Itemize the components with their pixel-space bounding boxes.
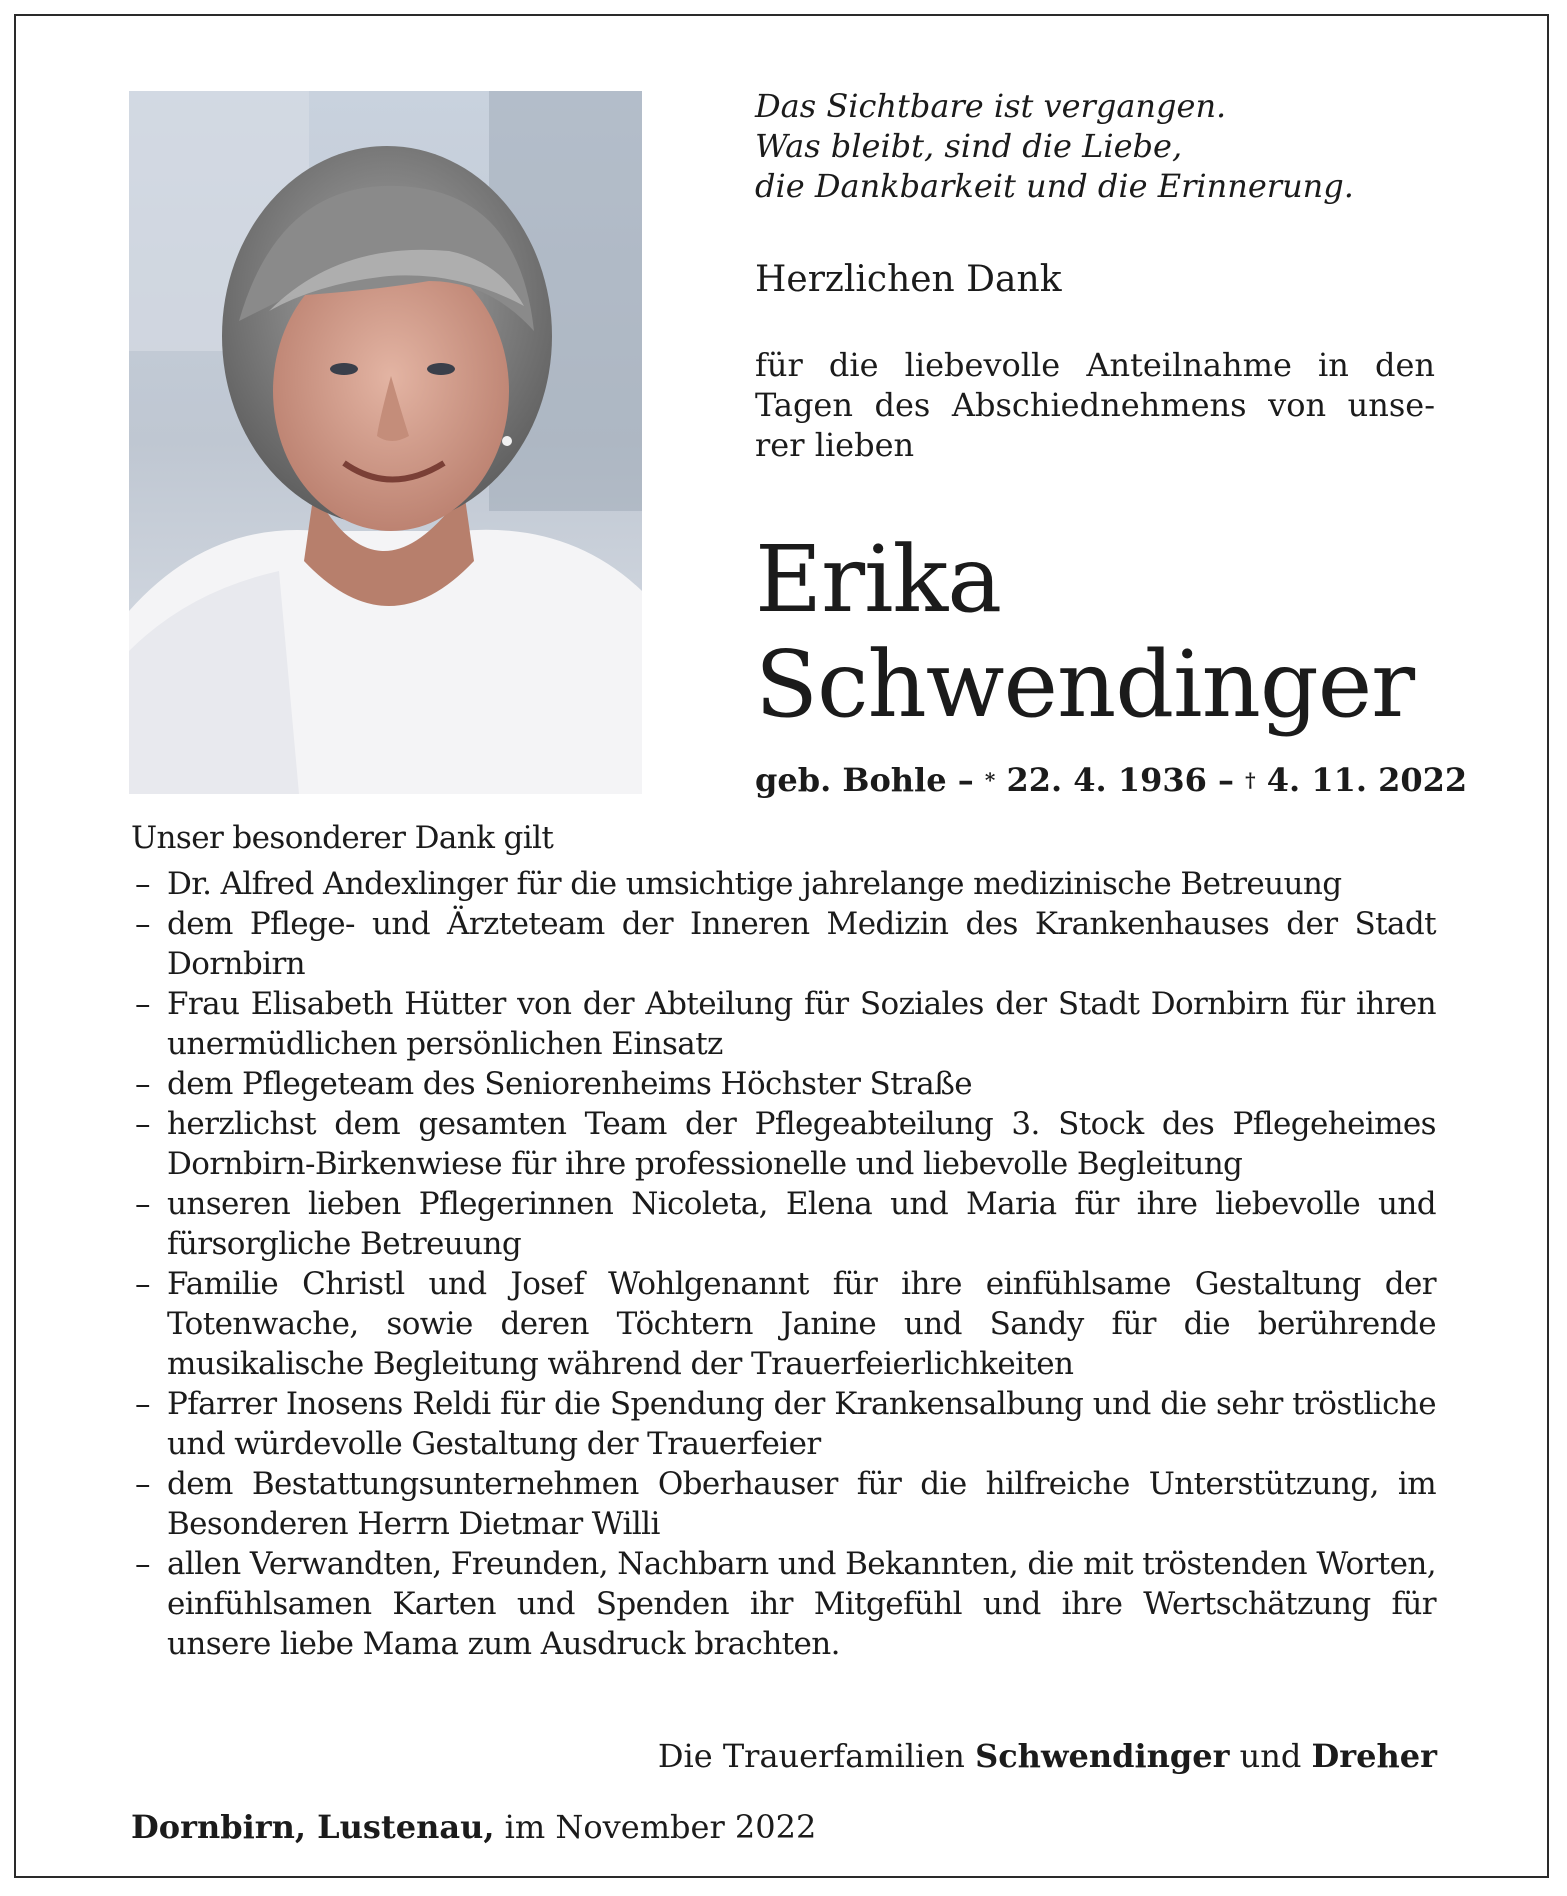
family-signature <box>658 1736 1437 1776</box>
death-symbol: † <box>1245 768 1256 792</box>
thanks-item <box>131 864 1436 904</box>
thanks-item-text: herzlichst dem gesamten Team der Pflegeabteilung 3. Stock des Pflegeheimes Dornbirn-Birkenwiese für ihre professionelle und liebevolle Begleitung <box>167 1106 1436 1182</box>
thanks-heading: Herzlichen Dank <box>755 259 1062 300</box>
thanks-item <box>131 1064 1436 1104</box>
dash-separator: – <box>957 761 974 799</box>
family-name-schwendinger: Schwendinger <box>975 1737 1230 1775</box>
deceased-first-name: Erika <box>755 526 1002 633</box>
deceased-last-name: Schwendinger <box>755 631 1415 738</box>
thanks-item-text: unseren lieben Pflegerinnen Nicoleta, Elena und Maria für ihre liebevolle und fürsorgliche Betreuung <box>167 1186 1436 1262</box>
portrait-photo <box>129 91 642 794</box>
memorial-quote <box>755 86 1435 206</box>
thanks-item <box>131 1104 1436 1184</box>
bullet-dash: – <box>135 1066 150 1102</box>
signature-prefix: Die Trauerfamilien <box>657 1737 965 1775</box>
death-date: 4. 11. 2022 <box>1266 761 1468 799</box>
thanks-item <box>131 1464 1436 1544</box>
thanks-list <box>131 864 1436 1664</box>
life-dates <box>755 760 1468 804</box>
special-thanks-intro: Unser besonderer Dank gilt <box>131 820 554 856</box>
place-towns: Dornbirn, Lustenau, <box>131 1808 495 1846</box>
maiden-name: geb. Bohle <box>755 761 947 799</box>
bullet-dash: – <box>135 1386 150 1422</box>
thanks-item-text: dem Bestattungsunternehmen Oberhauser für die hilfreiche Unterstützung, im Besonderen Herrn Dietmar Willi <box>167 1466 1436 1542</box>
thanks-item-text: Dr. Alfred Andexlinger für die umsichtige jahrelange medizinische Betreuung <box>167 866 1342 902</box>
place-and-date <box>131 1807 816 1847</box>
thanks-item <box>131 1264 1436 1384</box>
thanks-item-text: Pfarrer Inosens Reldi für die Spendung der Krankensalbung und die sehr tröstliche und würdevolle Gestaltung der Trauerfeier <box>167 1386 1436 1462</box>
intro-line: rer lieben <box>755 426 915 464</box>
birth-date: 22. 4. 1936 <box>1006 761 1207 799</box>
family-name-dreher: Dreher <box>1311 1737 1437 1775</box>
birth-symbol: * <box>984 768 996 792</box>
thanks-intro <box>755 345 1435 465</box>
bullet-dash: – <box>135 906 150 942</box>
bullet-dash: – <box>135 986 150 1022</box>
signature-connector: und <box>1239 1737 1302 1775</box>
bullet-dash: – <box>135 1186 150 1222</box>
intro-line: Tagen des Abschiednehmens von unse- <box>755 386 1435 424</box>
thanks-item <box>131 1184 1436 1264</box>
thanks-item <box>131 1384 1436 1464</box>
thanks-item-text: Frau Elisabeth Hütter von der Abteilung für Soziales der Stadt Dornbirn für ihren unermüdlichen persönlichen Einsatz <box>167 986 1436 1062</box>
quote-line: Das Sichtbare ist vergangen. <box>755 87 1227 125</box>
quote-line: Was bleibt, sind die Liebe, <box>755 127 1183 165</box>
bullet-dash: – <box>135 1546 150 1582</box>
bullet-dash: – <box>135 1106 150 1142</box>
thanks-item-text: dem Pflege- und Ärzteteam der Inneren Medizin des Krankenhauses der Stadt Dornbirn <box>167 906 1436 982</box>
bullet-dash: – <box>135 866 150 902</box>
place-date: im November 2022 <box>504 1808 817 1846</box>
thanks-item <box>131 984 1436 1064</box>
portrait-illustration <box>129 91 642 794</box>
thanks-item-text: Familie Christl und Josef Wohlgenannt für ihre einfühlsame Gestaltung der Totenwache, sowie deren Töchtern Janine und Sandy für die berührende musikalische Begleitung während der Trauerfeierlichkeiten <box>167 1266 1436 1382</box>
thanks-item <box>131 904 1436 984</box>
thanks-item-text: allen Verwandten, Freunden, Nachbarn und Bekannten, die mit tröstenden Worten, einfühlsamen Karten und Spenden ihr Mitgefühl und ihre Wertschätzung für unsere liebe Mama zum Ausdruck brachten. <box>167 1546 1436 1662</box>
thanks-item <box>131 1544 1436 1664</box>
thanks-item-text: dem Pflegeteam des Seniorenheims Höchster Straße <box>167 1066 973 1102</box>
intro-line: für die liebevolle Anteilnahme in den <box>755 346 1435 384</box>
thanks-section <box>131 818 1436 1664</box>
bullet-dash: – <box>135 1266 150 1302</box>
dash-separator: – <box>1218 761 1235 799</box>
bullet-dash: – <box>135 1466 150 1502</box>
quote-line: die Dankbarkeit und die Erinnerung. <box>755 167 1354 205</box>
